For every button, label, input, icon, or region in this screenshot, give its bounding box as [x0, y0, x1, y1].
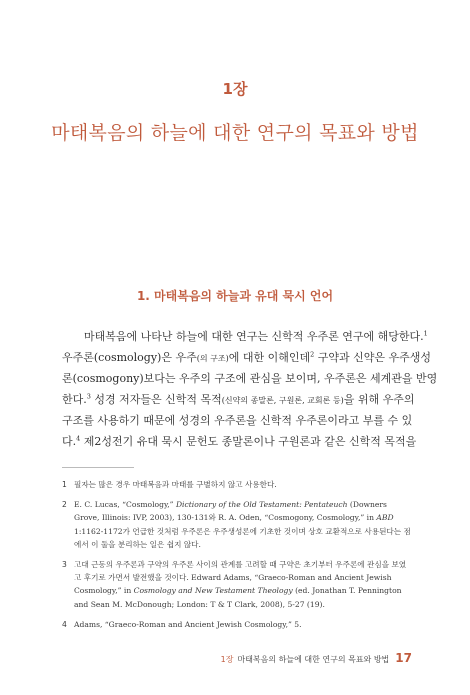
footer-running-title: 마태복음의 하늘에 대한 연구의 목표와 방법 — [237, 655, 390, 664]
footnote-text — [74, 498, 412, 551]
body-line — [62, 369, 438, 390]
body-line — [62, 411, 414, 432]
footer-chapter: 1장 — [220, 655, 234, 664]
footnote-ref[interactable]: 3 — [86, 392, 91, 401]
body-line — [62, 327, 428, 348]
chapter-title: 마태복음의 하늘에 대한 연구의 목표와 방법 — [51, 122, 419, 144]
section-heading: 1. 마태복음의 하늘과 유대 묵시 언어 — [136, 289, 334, 303]
footnote-ref[interactable]: 1 — [423, 329, 428, 338]
footnote-text — [74, 558, 412, 611]
body-text-segment: 우주론(cosmology)은 우주 — [62, 350, 197, 364]
body-text-segment: 다. — [62, 434, 77, 448]
body-text-segment: 론(cosmogony)보다는 우주의 구조에 관심을 보이며, 우주론은 세계관을 반영 — [62, 372, 438, 386]
footnote-number: 1 — [62, 480, 67, 489]
body-text-segment — [62, 432, 416, 453]
footnote-ref[interactable]: 4 — [76, 434, 81, 443]
body-text-segment: 성경 저자들은 신학적 목적 — [90, 392, 222, 406]
footnote-text-segment: (Downers Grove, Illinois: IVP, 2003), 130-131와 R. A. Oden, “Cosmogony, Cosmology,” in — [74, 500, 387, 523]
body-text-segment: 한다. — [62, 392, 87, 406]
footnote-text: Adams, “Graeco-Roman and Ancient Jewish Cosmology,” 5. — [74, 619, 302, 629]
body-line — [62, 432, 417, 453]
footnote-number: 3 — [62, 560, 67, 570]
footnote — [62, 558, 412, 611]
body-line — [62, 390, 414, 412]
chapter-number: 1장 — [222, 80, 248, 98]
body-text — [62, 327, 438, 453]
citation-title: Cosmology and New Testament Theology — [133, 586, 293, 596]
page-footer — [221, 651, 412, 665]
body-text-segment: 구조를 사용하기 때문에 성경의 우주론을 신학적 우주론이라고 부를 수 있 — [62, 414, 413, 428]
body-text-segment — [84, 327, 428, 348]
body-text-segment: 을 위해 우주의 — [343, 392, 415, 406]
body-line — [62, 348, 431, 370]
body-small-text: (의 구조) — [196, 353, 229, 363]
body-text-segment: 구약과 신약은 우주생성 — [314, 350, 431, 364]
body-text-segment: 제2성전기 유대 묵시 문헌도 종말론이나 구원론과 같은 신학적 목적을 — [80, 434, 417, 448]
citation-title: ABD — [376, 513, 394, 523]
body-text-segment — [62, 390, 414, 412]
footnote-text-segment: E. C. Lucas, “Cosmology,” — [74, 500, 176, 510]
body-text-segment — [62, 348, 431, 370]
body-text-segment: 에 대한 이해인데 — [228, 350, 311, 364]
footnotes — [62, 478, 412, 638]
citation-title: Dictionary of the Old Testament: Pentateuch — [175, 500, 348, 510]
footnote — [62, 498, 412, 551]
footnote-number: 4 — [62, 619, 67, 629]
footnote — [62, 618, 412, 631]
body-small-text: (신약의 종말론, 구원론, 교회론 등) — [221, 395, 344, 405]
page-number: 17 — [395, 651, 412, 665]
footnote-text-segment: 1:1162-1172가 언급한 것처럼 우주론은 우주생성론에 기초한 것이며 상호 교환적으로 사용된다는 점에서 이 둘을 분리하는 일은 쉽지 않다. — [74, 526, 411, 549]
footnote-text-segment: (ed. Jonathan T. Pennington and Sean M. McDonough; London: T & T Clark, 2008), 5-27 (19). — [74, 586, 402, 609]
body-text-segment: 마태복음에 나타난 하늘에 대한 연구는 신학적 우주론 연구에 해당한다. — [84, 330, 424, 343]
footnote-divider — [62, 467, 134, 468]
footnote — [62, 478, 412, 491]
footnote-number: 2 — [62, 500, 67, 510]
footnote-text: 필자는 많은 경우 마태복음과 마태를 구별하지 않고 사용한다. — [74, 480, 277, 489]
footnote-text-segment: 고대 근동의 우주론과 구약의 우주론 사이의 관계를 고려할 때 구약은 초기부터 우주론에 관심을 보였고 후기로 가면서 발전했을 것이다. Edward Adams, “Graeco-Roman and Ancient Jewish Cosmology,” in — [74, 560, 407, 596]
footnote-ref[interactable]: 2 — [310, 349, 315, 358]
